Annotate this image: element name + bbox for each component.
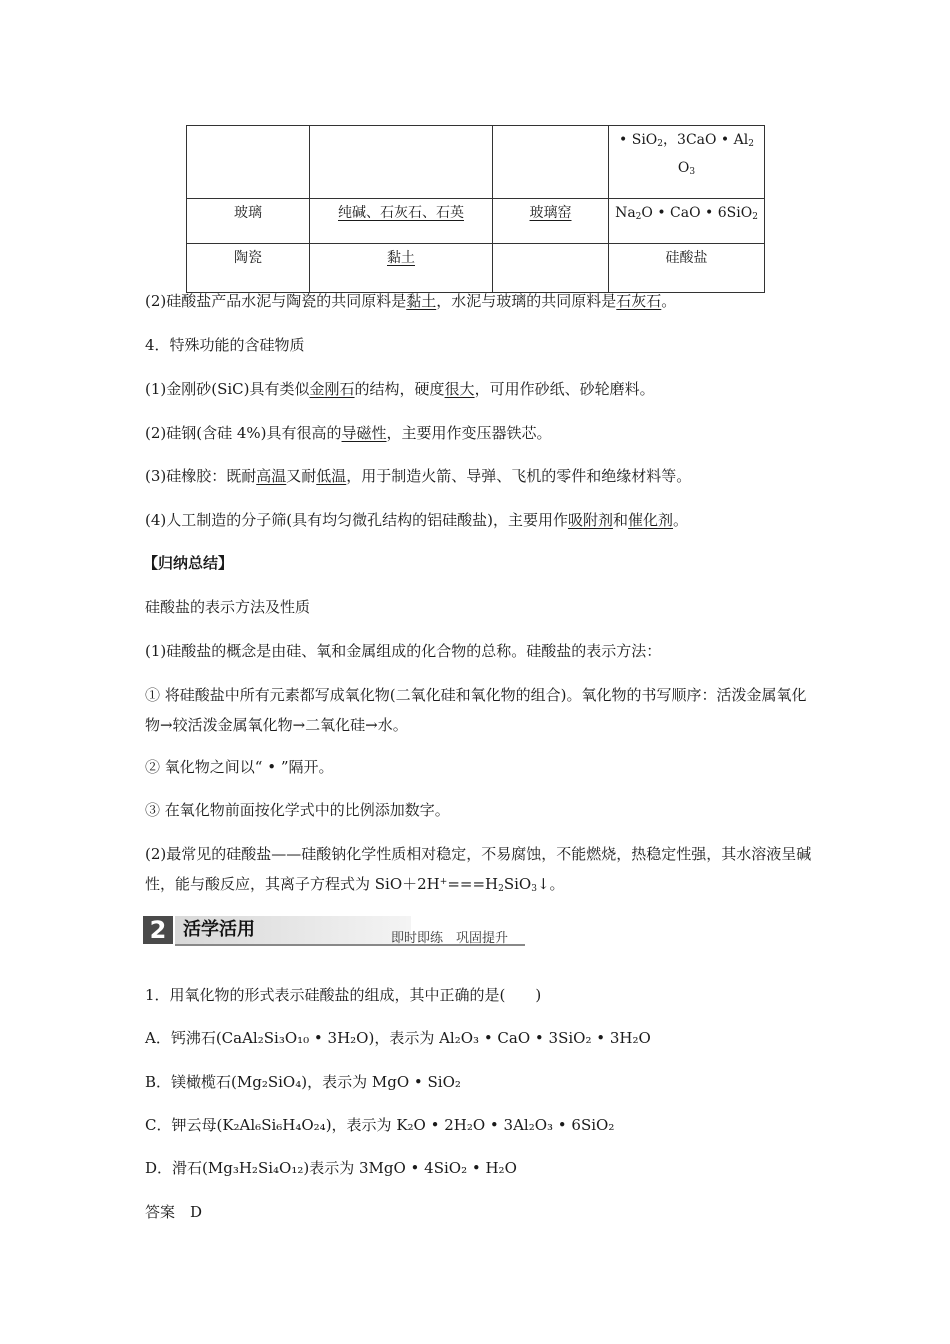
materials-table: [186, 125, 765, 293]
option-a: A．钙沸石(CaAl₂Si₃O₁₀ • 3H₂O)，表示为 Al₂O₃ • CaO • 3SiO₂ • 3H₂O: [145, 1029, 651, 1047]
paragraph-item: (2)最常见的硅酸盐——硅酸钠化学性质相对稳定，不易腐蚀，不能燃烧，热稳定性强，其水溶液呈碱性，能与酸反应，其离子方程式为 $SiO+2H^+===H_2SiO_3↓$。: [145, 845, 812, 894]
paragraph-item: (4)人工制造的分子筛(具有均匀微孔结构的铝硅酸盐)，主要用作吸附剂和催化剂。: [145, 511, 689, 529]
option-d: D．滑石(Mg₃H₂Si₄O₁₂)表示为 3MgO • 4SiO₂ • H₂O: [145, 1159, 517, 1177]
table-cell-composition: • SiO$_2$，3CaO • $Al_2$ $O_3$: [609, 126, 765, 199]
table-cell: [187, 126, 310, 199]
paragraph-item: (1)金刚砂(SiC)具有类似金刚石的结构，硬度很大，可用作砂纸、砂轮磨料。: [145, 380, 655, 398]
table-cell-equipment: 玻璃窑: [493, 199, 609, 244]
option-b: B．镁橄榄石(Mg₂SiO₄)，表示为 MgO • SiO₂: [145, 1073, 461, 1091]
summary-heading: 【归纳总结】: [143, 554, 234, 572]
section-heading: 4．特殊功能的含硅物质: [145, 336, 305, 354]
question-stem: 1．用氧化物的形式表示硅酸盐的组成，其中正确的是( ): [145, 986, 542, 1004]
table-cell: [493, 126, 609, 199]
paragraph-item: (1)硅酸盐的概念是由硅、氧和金属组成的化合物的总称。硅酸盐的表示方法：: [145, 642, 662, 660]
paragraph-item: ① 将硅酸盐中所有元素都写成氧化物(二氧化硅和氧化物的组合)。氧化物的书写顺序：活泼金属氧化物→较活泼金属氧化物→二氧化硅→水。: [145, 686, 807, 734]
section-subtitle: 即时即练 巩固提升: [391, 931, 509, 946]
table-cell-raw: 黏土: [310, 244, 493, 293]
table-cell: [310, 126, 493, 199]
table-row: [187, 126, 765, 199]
table-cell-raw: 纯碱、石灰石、石英: [310, 199, 493, 244]
section-title: 活学活用: [175, 916, 411, 944]
section-number: 2: [143, 916, 173, 944]
table-cell-composition: 硅酸盐: [609, 244, 765, 293]
section-banner: [143, 916, 525, 946]
paragraph-item: (3)硅橡胶：既耐高温又耐低温，用于制造火箭、导弹、飞机的零件和绝缘材料等。: [145, 467, 692, 485]
table-cell-name: 陶瓷: [187, 244, 310, 293]
option-c: C．钾云母(K₂Al₆Si₆H₄O₂₄)，表示为 K₂O • 2H₂O • 3Al₂O₃ • 6SiO₂: [145, 1116, 615, 1134]
paragraph-item: (2)硅钢(含硅 4%)具有很高的导磁性，主要用作变压器铁芯。: [145, 424, 552, 442]
table-cell-name: 玻璃: [187, 199, 310, 244]
paragraph-item: ② 氧化物之间以“ • ”隔开。: [145, 758, 334, 776]
paragraph-item: ③ 在氧化物前面按化学式中的比例添加数字。: [145, 801, 450, 819]
paragraph-common-materials: (2)硅酸盐产品水泥与陶瓷的共同原料是黏土，水泥与玻璃的共同原料是石灰石。: [145, 292, 677, 310]
summary-title: 硅酸盐的表示方法及性质: [145, 598, 311, 616]
answer: 答案 D: [145, 1203, 203, 1221]
table-cell-composition: $Na_2O$ • CaO • 6SiO$_2$: [609, 199, 765, 244]
table-row: [187, 199, 765, 244]
